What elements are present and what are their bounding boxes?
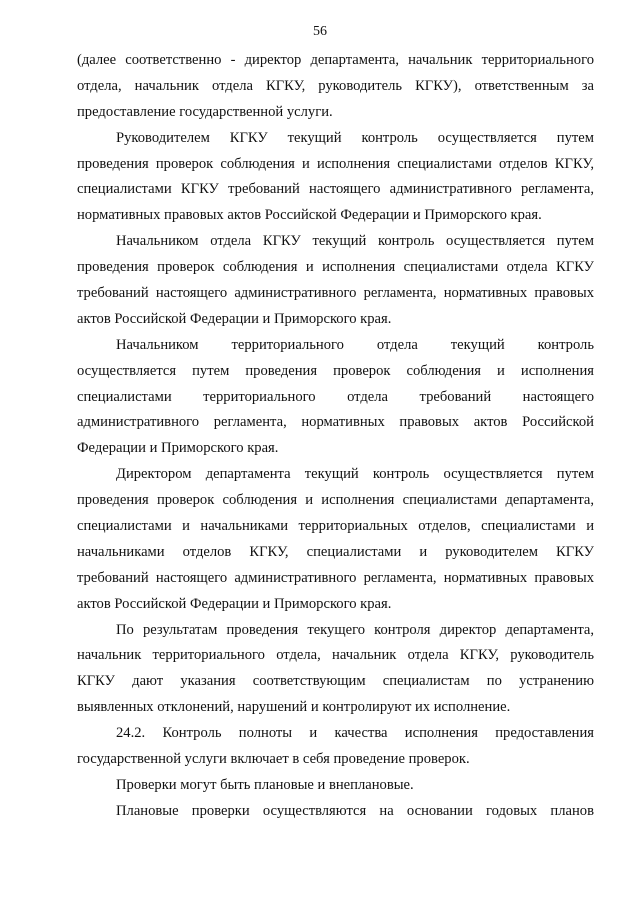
text-line: Проверки могут быть плановые и внеплановые. (116, 776, 414, 793)
text-line: Федерации и Приморского края. (77, 440, 279, 457)
text-line: проведения проверок соблюдения и исполнения специалистами отдела КГКУ (77, 259, 594, 276)
text-line: Руководителем КГКУ текущий контроль осуществляется путем (116, 129, 594, 146)
text-line: государственной услуги включает в себя проведение проверок. (77, 751, 470, 768)
text-line: отдела, начальник отдела КГКУ, руководитель КГКУ), ответственным за (77, 77, 594, 94)
document-body (77, 48, 594, 825)
text-line: проведения проверок соблюдения и исполнения специалистами департамента, (77, 492, 594, 509)
text-line: требований настоящего административного регламента, нормативных правовых (77, 569, 594, 586)
text-line: актов Российской Федерации и Приморского края. (77, 595, 392, 612)
text-line: Директором департамента текущий контроль осуществляется путем (116, 466, 594, 483)
text-line: начальник территориального отдела, начальник отдела КГКУ, руководитель (77, 647, 594, 664)
paragraph (77, 126, 594, 230)
text-line: специалистами территориального отдела требований настоящего (77, 388, 594, 405)
text-line: специалистами КГКУ требований настоящего административного регламента, (77, 181, 594, 198)
text-line: начальниками отделов КГКУ, специалистами и руководителем КГКУ (77, 543, 594, 560)
text-line: По результатам проведения текущего контроля директор департамента, (116, 621, 594, 638)
text-line: требований настоящего административного регламента, нормативных правовых (77, 285, 594, 302)
page-number: 56 (313, 24, 327, 39)
text-line: Плановые проверки осуществляются на основании годовых планов (116, 802, 594, 819)
text-line: (далее соответственно - директор департамента, начальник территориального (77, 52, 594, 68)
paragraph (77, 618, 594, 722)
text-line: Начальником отдела КГКУ текущий контроль осуществляется путем (116, 233, 594, 250)
paragraph (77, 229, 594, 333)
paragraph (77, 799, 594, 825)
text-line: специалистами и начальниками территориальных отделов, специалистами и (77, 518, 594, 535)
text-line: проведения проверок соблюдения и исполнения специалистами отделов КГКУ, (77, 155, 594, 172)
text-line: 24.2. Контроль полноты и качества исполнения предоставления (116, 725, 594, 742)
text-line: выявленных отклонений, нарушений и контролируют их исполнение. (77, 699, 511, 716)
text-line: Начальником территориального отдела текущий контроль (116, 336, 594, 353)
text-line: административного регламента, нормативных правовых актов Российской (77, 414, 594, 431)
text-line: осуществляется путем проведения проверок соблюдения и исполнения (77, 362, 594, 379)
paragraph (77, 721, 594, 773)
text-line: предоставление государственной услуги. (77, 103, 333, 120)
paragraph (77, 48, 594, 126)
text-line: актов Российской Федерации и Приморского края. (77, 310, 392, 327)
text-line: КГКУ дают указания соответствующим специалистам по устранению (77, 673, 594, 690)
paragraph (77, 333, 594, 462)
paragraph (77, 462, 594, 617)
paragraph (77, 773, 594, 799)
text-line: нормативных правовых актов Российской Федерации и Приморского края. (77, 207, 542, 224)
